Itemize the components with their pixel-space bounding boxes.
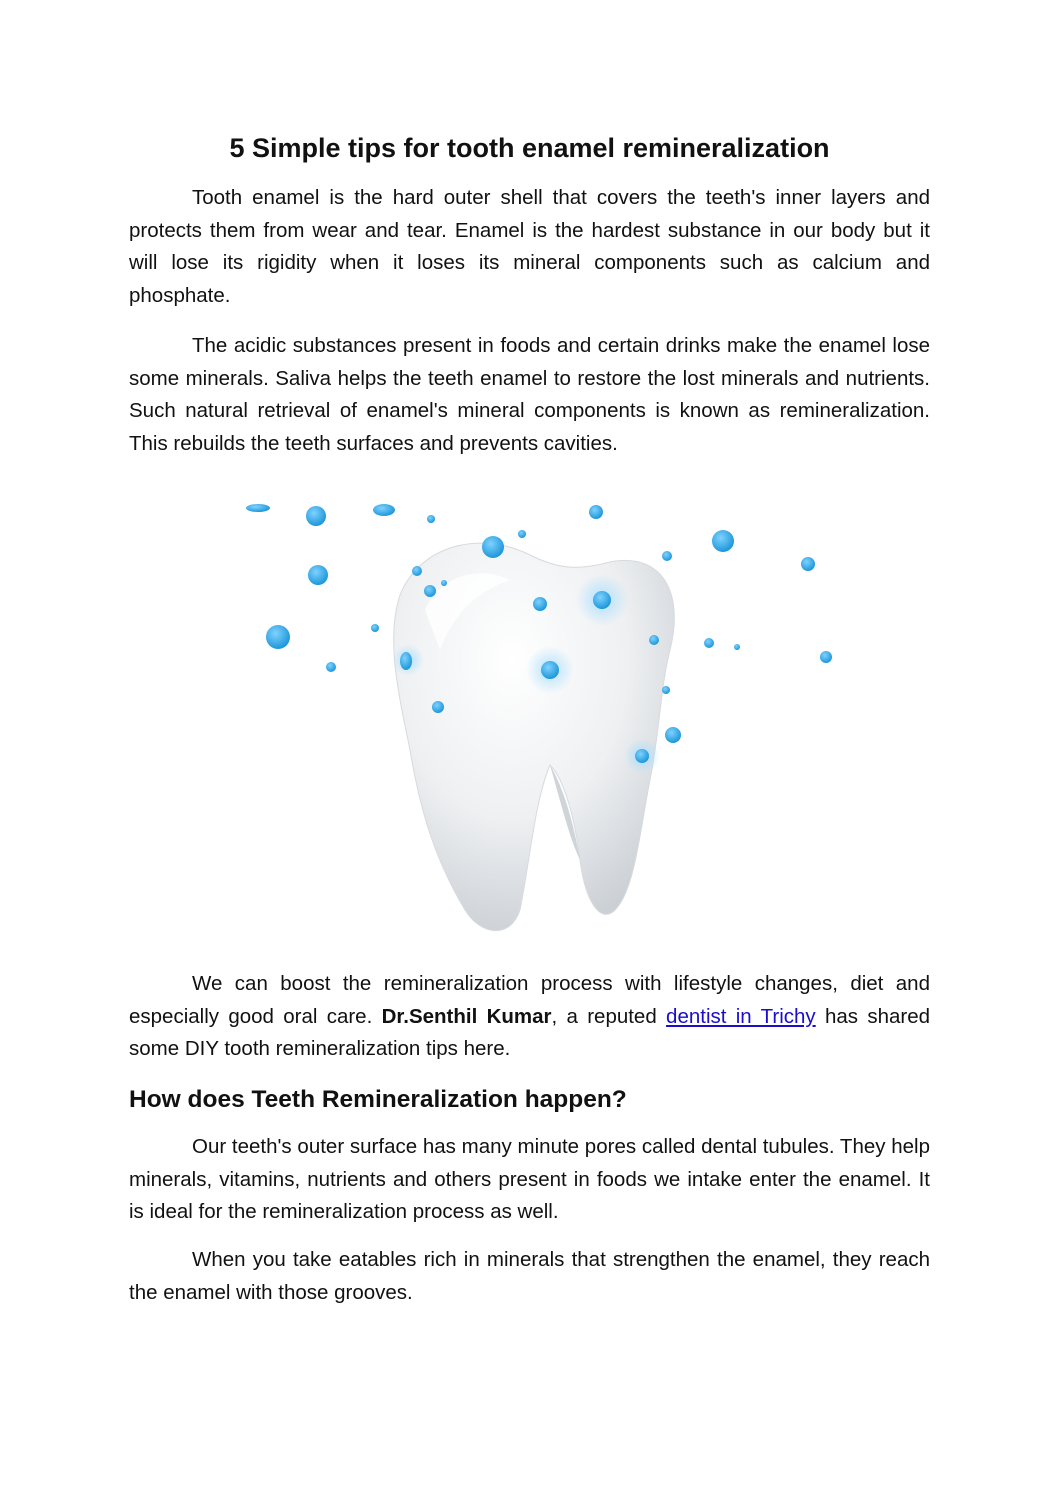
tooth-illustration [230,500,850,940]
page-title: 5 Simple tips for tooth enamel remineralization [229,133,830,163]
mineral-dot-icon [649,635,659,645]
mineral-dot-icon [373,504,395,516]
mineral-dot-icon [412,566,422,576]
mineral-dot-icon [665,727,681,743]
intro-paragraph-2: The acidic substances present in foods and certain drinks make the enamel lose some minerals. Saliva helps the teeth enamel to restore the lost minerals and nutrients. Such natural retrieval of enamel's mineral components is known as remineralization. This rebuilds the teeth surfaces and prevents cavities. [129,334,930,455]
mineral-dot-icon [712,530,734,552]
mineral-dot-icon [308,565,328,585]
mineral-dot-icon [734,644,740,650]
mineral-dot-icon [801,557,815,571]
mineral-dot-icon [541,661,559,679]
mineral-dot-icon [326,662,336,672]
mineral-dot-icon [371,624,379,632]
doctor-name: Dr.Senthil Kumar [381,1004,552,1028]
section-paragraph-2: When you take eatables rich in minerals that strengthen the enamel, they reach the enamel with those grooves. [129,1248,930,1304]
mineral-dot-icon [635,749,649,763]
mineral-dot-icon [424,585,436,597]
mineral-dot-icon [662,686,670,694]
boost-text-middle: , a reputed [551,1004,667,1028]
mineral-dot-icon [427,515,435,523]
dentist-link[interactable]: dentist in Trichy [666,1004,816,1028]
mineral-dot-icon [662,551,672,561]
mineral-dot-icon [400,652,412,670]
mineral-dot-icon [306,506,326,526]
boost-text-start: We can boost the remineralization process with lifestyle changes, diet and especially good oral care. [129,972,930,1028]
mineral-dot-icon [704,638,714,648]
mineral-dot-icon [518,530,526,538]
mineral-dot-icon [533,597,547,611]
mineral-dot-icon [482,536,504,558]
mineral-dot-icon [820,651,832,663]
mineral-dot-icon [589,505,603,519]
boost-text-end: has shared some DIY tooth remineralization tips here. [129,1004,931,1061]
mineral-dot-icon [246,504,270,512]
mineral-dot-icon [593,591,611,609]
mineral-dot-icon [441,580,447,586]
mineral-dot-icon [432,701,444,713]
boost-paragraph [129,968,930,1066]
mineral-dot-icon [266,625,290,649]
section-heading: How does Teeth Remineralization happen? [129,1086,627,1113]
section-paragraph-1: Our teeth's outer surface has many minute pores called dental tubules. They help minerals, vitamins, nutrients and others present in foods we intake enter the enamel. It is ideal for the remineralization process as well. [129,1135,930,1224]
intro-paragraph-1: Tooth enamel is the hard outer shell that covers the teeth's inner layers and protects them from wear and tear. Enamel is the hardest substance in our body but it will lose its rigidity when it loses its mineral components such as calcium and phosphate. [129,186,930,307]
